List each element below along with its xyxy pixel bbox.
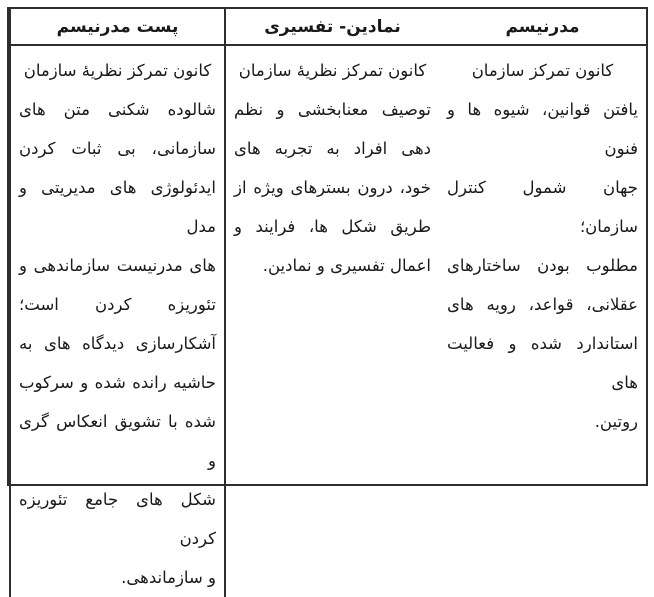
column-header-symbolic-interpretive: نمادین- تفسیری xyxy=(224,9,439,46)
text-line: استاندارد شده و فعالیت های xyxy=(447,334,638,392)
text-line: کانون تمرکز نظریهٔ سازمان xyxy=(238,61,427,80)
text-line: جهان شمول کنترل سازمان؛ xyxy=(447,178,638,236)
comparison-table xyxy=(7,7,648,587)
text-line: ایدئولوژی های مدیریتی و مدل xyxy=(19,178,216,236)
text-line: توصیف معنابخشی و نظم xyxy=(234,100,431,119)
text-line: طریق شکل ها، فرایند و xyxy=(234,217,431,236)
text-line: شده با تشویق انعکاس گری و xyxy=(19,412,216,470)
text-line: کانون تمرکز نظریهٔ سازمان xyxy=(23,61,212,80)
text-line: اعمال تفسیری و نمادین. xyxy=(262,256,431,275)
column-header-postmodernism: پست مدرنیسم xyxy=(9,9,224,46)
text-line: خود، درون بسترهای ویژه از xyxy=(234,178,431,197)
text-line: های مدرنیست سازماندهی و xyxy=(19,256,216,275)
text-line: دهی افراد به تجربه های xyxy=(234,139,431,158)
text-line: یافتن قوانین، شیوه ها و فنون xyxy=(447,100,638,158)
text-line: و سازماندهی. xyxy=(121,568,216,587)
column-header-modernism: مدرنیسم xyxy=(439,9,646,46)
text-line: کانون تمرکز سازمان xyxy=(471,61,614,80)
text-line: تئوریزه کردن است؛ xyxy=(19,295,216,314)
text-line: حاشیه رانده شده و سرکوب xyxy=(19,373,216,392)
text-line: آشکارسازی دیدگاه های به xyxy=(19,334,216,353)
text-line: روتین. xyxy=(594,412,638,431)
text-line: عقلانی، قواعد، رویه های xyxy=(447,295,638,314)
cell-postmodernism xyxy=(9,46,224,597)
text-line: شکل های جامع تئوریزه کردن xyxy=(19,490,216,548)
cell-modernism xyxy=(439,46,646,597)
text-line: سازمانی، بی ثبات کردن xyxy=(19,139,216,158)
cell-symbolic-interpretive xyxy=(224,46,439,597)
text-line: شالوده شکنی متن های xyxy=(19,100,216,119)
text-line: مطلوب بودن ساختارهای xyxy=(447,256,638,275)
